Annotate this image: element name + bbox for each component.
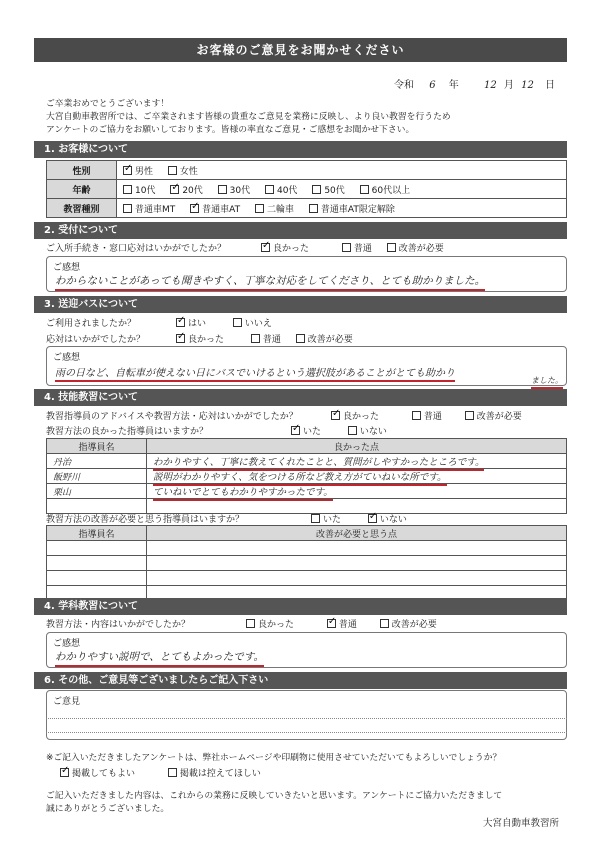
col-instructor-name: 指導員名	[47, 439, 147, 454]
option-label: 良かった	[273, 244, 310, 254]
type-option[interactable]	[123, 202, 175, 215]
lecture-question-row	[46, 617, 437, 630]
instructor-comment[interactable]	[147, 469, 567, 484]
skill-q3-option[interactable]	[311, 512, 341, 525]
type-option[interactable]	[255, 202, 294, 215]
option-label: 普通	[423, 412, 442, 422]
intro-text	[46, 98, 566, 137]
instructor-comment-text: ていねいでとてもわかりやすかったです。	[153, 487, 333, 501]
checkbox-icon[interactable]	[360, 185, 369, 194]
option-label: 50代	[324, 185, 345, 196]
good-instructor-table	[46, 438, 567, 514]
lecture-option[interactable]	[246, 617, 294, 630]
option-label: いた	[303, 427, 322, 437]
skill-q1-options	[331, 409, 534, 422]
reception-option[interactable]	[261, 241, 309, 254]
checkbox-checked-icon[interactable]	[327, 619, 336, 628]
bus-q1-options	[176, 316, 284, 329]
skill-q2-options	[291, 424, 399, 437]
type-option[interactable]	[309, 202, 395, 215]
skill-q1-option[interactable]	[465, 409, 522, 422]
age-option[interactable]	[312, 183, 344, 196]
checkbox-checked-icon[interactable]	[368, 514, 377, 523]
date-era: 令和	[394, 80, 415, 91]
bus-q1-row	[46, 316, 272, 329]
instructor-comment-text: わかりやすく、丁寧に教えてくれたことと、質問がしやすかったところです。	[153, 457, 484, 471]
intro-line: ご卒業おめでとうございます！	[46, 99, 170, 109]
divider	[46, 732, 567, 733]
checkbox-icon[interactable]	[309, 204, 318, 213]
lecture-comment-box[interactable]	[46, 632, 567, 668]
option-label: いた	[323, 515, 342, 525]
customer-table	[46, 160, 567, 218]
option-label: 掲載してもよい	[72, 769, 136, 779]
date-line	[394, 76, 555, 91]
checkbox-icon[interactable]	[168, 166, 177, 175]
age-label: 年齢	[47, 180, 117, 199]
lecture-option[interactable]	[327, 617, 357, 630]
option-label: 20代	[182, 185, 203, 196]
checkbox-icon[interactable]	[168, 768, 177, 777]
checkbox-icon[interactable]	[296, 334, 305, 343]
checkbox-icon[interactable]	[251, 334, 260, 343]
option-label: 掲載は控えてほしい	[179, 769, 261, 779]
option-label: 30代	[229, 185, 251, 196]
skill-q1: 教習指導員のアドバイスや教習方法・応対はいかがでしたか？	[46, 412, 298, 422]
checkbox-checked-icon[interactable]	[123, 166, 132, 175]
gender-option[interactable]	[123, 164, 153, 177]
age-options	[117, 180, 567, 199]
checkbox-icon[interactable]	[387, 243, 396, 252]
option-label: 改善が必要	[391, 620, 437, 630]
bus-q2-options	[176, 332, 365, 345]
bus-comment-text: 雨の日など、自転車が使えない日にバスでいけるという選択肢があることがとても助かり	[55, 364, 455, 382]
checkbox-icon[interactable]	[218, 185, 227, 194]
col-improve-points: 改善が必要と思う点	[147, 526, 567, 541]
reception-comment-text: わからないことがあっても聞きやすく、丁寧な対応をしてくださり、とても助かりました。	[55, 273, 485, 291]
bus-q2-option[interactable]	[296, 332, 353, 345]
table-row	[47, 571, 567, 586]
age-option[interactable]	[218, 183, 250, 196]
bus-comment-label: ご感想	[53, 353, 81, 363]
bus-q2-row	[46, 332, 353, 345]
table-row	[47, 469, 567, 484]
intro-line: 大宮自動車教習所では、ご卒業されます皆様の貴重なご意見を業務に反映し、より良い教習を行うため	[46, 112, 451, 122]
bus-comment-box[interactable]	[46, 346, 567, 386]
checkbox-icon[interactable]	[311, 514, 320, 523]
skill-q2-option[interactable]	[348, 424, 387, 437]
checkbox-checked-icon[interactable]	[60, 768, 69, 777]
checkbox-checked-icon[interactable]	[176, 334, 185, 343]
option-label: いいえ	[244, 319, 272, 329]
checkbox-icon[interactable]	[348, 426, 357, 435]
instructor-name[interactable]: 丹治	[47, 454, 147, 469]
option-label: はい	[188, 319, 207, 329]
bus-q1: ご利用されましたか？	[46, 319, 137, 329]
section-other-header: 6. その他、ご意見等ございましたらご記入下さい	[34, 672, 567, 689]
lecture-comment-label: ご感想	[53, 639, 81, 649]
checkbox-checked-icon[interactable]	[170, 185, 179, 194]
skill-q3-options	[311, 512, 419, 525]
table-row	[47, 556, 567, 571]
option-label: 男性	[135, 166, 154, 177]
col-good-points: 良かった点	[147, 439, 567, 454]
instructor-comment[interactable]	[147, 556, 567, 571]
publish-option[interactable]	[168, 766, 261, 779]
reception-comment-box[interactable]	[46, 256, 567, 292]
instructor-comment-text: 説明がわかりやすく、気をつける所など教え方がていねいな所です。	[153, 472, 447, 486]
type-options	[117, 199, 567, 218]
lecture-option[interactable]	[380, 617, 437, 630]
option-label: 普通車AT	[202, 204, 241, 215]
gender-options	[117, 161, 567, 180]
publish-option[interactable]	[60, 766, 135, 779]
instructor-comment[interactable]	[147, 454, 567, 469]
instructor-name[interactable]	[47, 541, 147, 556]
bus-q1-option[interactable]	[233, 316, 272, 329]
checkbox-checked-icon[interactable]	[176, 318, 185, 327]
option-label: 二輪車	[266, 204, 294, 215]
instructor-comment[interactable]	[147, 571, 567, 586]
instructor-name[interactable]: 栗山	[47, 484, 147, 499]
option-label: 40代	[276, 185, 298, 196]
table-row	[47, 484, 567, 499]
checkbox-checked-icon[interactable]	[291, 426, 300, 435]
option-label: 普通	[338, 620, 357, 630]
divider	[46, 718, 567, 719]
option-label: 改善が必要	[476, 412, 522, 422]
option-label: 改善が必要	[307, 335, 353, 345]
checkbox-icon[interactable]	[123, 204, 132, 213]
improve-instructor-table	[46, 525, 567, 601]
reception-options	[261, 241, 456, 254]
closing-line: 誠にありがとうございました。	[46, 804, 170, 814]
date-day-unit: 日	[545, 80, 555, 91]
skill-q1-option[interactable]	[412, 409, 442, 422]
section-bus-header: 3. 送迎バスについて	[34, 296, 567, 313]
skill-q3: 教習方法の改善が必要と思う指導員はいますか？	[46, 515, 245, 525]
lecture-options	[246, 617, 449, 630]
reception-comment-label: ご感想	[53, 263, 81, 273]
date-year[interactable]: 6	[429, 80, 436, 91]
section-lecture-header: 4. 学科教習について	[34, 598, 567, 615]
section-customer-header: 1. お客様について	[34, 141, 567, 158]
skill-q3-row	[46, 512, 407, 525]
option-label: 普通	[262, 335, 281, 345]
checkbox-icon[interactable]	[246, 619, 255, 628]
type-option[interactable]	[190, 202, 240, 215]
date-month[interactable]: 12	[483, 80, 497, 91]
gender-option[interactable]	[168, 164, 198, 177]
date-month-unit: 月	[503, 80, 514, 91]
lecture-question: 教習方法・内容はいかがでしたか？	[46, 620, 191, 630]
checkbox-icon[interactable]	[380, 619, 389, 628]
checkbox-icon[interactable]	[255, 204, 264, 213]
checkbox-icon[interactable]	[233, 318, 242, 327]
bus-q2-option[interactable]	[251, 332, 281, 345]
reception-question-row	[46, 241, 444, 254]
option-label: いない	[379, 515, 407, 525]
skill-q3-option[interactable]	[368, 512, 407, 525]
closing-line: ご記入いただきました内容は、これからの業務に反映していきたいと思います。アンケートにご協力いただきまして	[46, 791, 503, 801]
bus-q2: 応対はいかがでしたか？	[46, 335, 146, 345]
option-label: 女性	[179, 166, 198, 177]
option-label: 普通車MT	[135, 204, 176, 215]
company-name: 大宮自動車教習所	[482, 818, 559, 829]
bus-comment-text-cont: ました。	[531, 375, 563, 389]
reception-question: ご入所手続き・窓口応対はいかがでしたか？	[46, 244, 227, 254]
reception-option[interactable]	[387, 241, 444, 254]
gender-label: 性別	[47, 161, 117, 180]
publish-options	[60, 766, 273, 779]
table-row	[47, 454, 567, 469]
bus-q1-option[interactable]	[176, 316, 206, 329]
intro-line: アンケートのご協力をお願いしております。皆様の率直なご意見・ご感想をお聞かせ下さい。	[46, 125, 415, 135]
publish-question: ※ご記入いただきましたアンケートは、弊社ホームページや印刷物に使用させていただいてもよろしいでしょうか？	[46, 753, 502, 763]
option-label: 普通	[353, 244, 372, 254]
checkbox-icon[interactable]	[265, 185, 274, 194]
checkbox-checked-icon[interactable]	[331, 411, 340, 420]
age-option[interactable]	[360, 183, 410, 196]
checkbox-icon[interactable]	[123, 185, 132, 194]
closing-text	[46, 790, 571, 816]
age-option[interactable]	[123, 183, 155, 196]
skill-q1-row	[46, 409, 522, 422]
date-day[interactable]: 12	[521, 80, 534, 91]
option-label: 普通車AT限定解除	[320, 204, 395, 215]
table-row	[47, 541, 567, 556]
checkbox-checked-icon[interactable]	[190, 204, 199, 213]
instructor-comment[interactable]	[147, 541, 567, 556]
lecture-comment-text: わかりやすい説明で、とてもよかったです。	[55, 649, 264, 667]
instructor-name[interactable]	[47, 571, 147, 586]
bus-q2-option[interactable]	[176, 332, 224, 345]
page-title: お客様のご意見をお聞かせください	[34, 38, 567, 62]
date-year-unit: 年	[448, 80, 459, 91]
option-label: 良かった	[258, 620, 295, 630]
option-label: 良かった	[188, 335, 225, 345]
checkbox-icon[interactable]	[412, 411, 421, 420]
reception-option[interactable]	[342, 241, 372, 254]
col-instructor-name: 指導員名	[47, 526, 147, 541]
checkbox-icon[interactable]	[465, 411, 474, 420]
checkbox-checked-icon[interactable]	[261, 243, 270, 252]
checkbox-icon[interactable]	[312, 185, 321, 194]
skill-q1-option[interactable]	[331, 409, 379, 422]
instructor-name[interactable]: 飯野川	[47, 469, 147, 484]
instructor-name[interactable]	[47, 556, 147, 571]
option-label: 10代	[135, 185, 156, 196]
checkbox-icon[interactable]	[342, 243, 351, 252]
age-option[interactable]	[170, 183, 202, 196]
section-skill-header: 4. 技能教習について	[34, 389, 567, 406]
other-comment-label: ご意見	[53, 697, 81, 707]
section-reception-header: 2. 受付について	[34, 222, 567, 239]
skill-q2: 教習方法の良かった指導員はいますか？	[46, 427, 209, 437]
option-label: いない	[359, 427, 387, 437]
option-label: 改善が必要	[398, 244, 444, 254]
type-label: 教習種別	[47, 199, 117, 218]
option-label: 良かった	[343, 412, 380, 422]
skill-q2-row	[46, 424, 387, 437]
age-option[interactable]	[265, 183, 297, 196]
skill-q2-option[interactable]	[291, 424, 321, 437]
option-label: 60代以上	[371, 185, 411, 196]
